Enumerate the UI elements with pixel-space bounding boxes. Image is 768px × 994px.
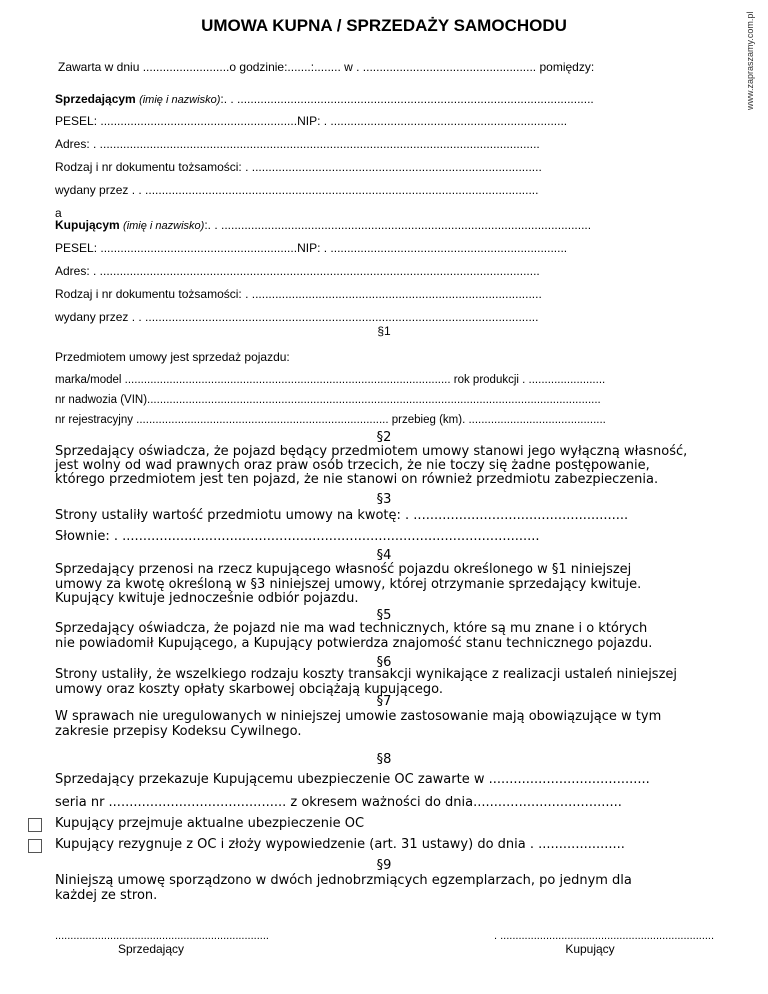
seller-address-line: Adres: . .................................................................................................................................... <box>55 137 540 151</box>
section-9-line: Niniejszą umowę sporządzono w dwóch jednobrzmiących egzemplarzach, po jednym dla <box>55 873 632 888</box>
section-5-heading: §5 <box>376 608 392 623</box>
section-9-text <box>55 873 632 903</box>
section-5-text <box>55 622 652 651</box>
section-5-line: nie powiadomił Kupującego, a Kupujący potwierdza znajomość stanu technicznego pojazdu. <box>55 635 653 651</box>
seller-doc-line: Rodzaj i nr dokumentu tożsamości: . ....................................................................................... <box>55 160 542 174</box>
section-6-line: umowy oraz koszty opłaty skarbowej obciążają kupującego. <box>55 681 443 697</box>
buyer-label: Kupującym <box>55 218 120 232</box>
resign-oc-label: Kupujący rezygnuje z OC i złoży wypowiedzenie (art. 31 ustawy) do dnia . ..................... <box>55 837 625 852</box>
buyer-name-line <box>55 218 591 232</box>
section-2-line: którego przedmiotem jest ten pojazd, że nie stanowi on również przedmiotu zabezpieczenia. <box>55 472 659 487</box>
takeover-oc-checkbox[interactable] <box>28 818 42 832</box>
seller-pesel-line: PESEL: ...........................................................NIP: . ....................................................................... <box>55 114 568 128</box>
section-2-line: jest wolny od wad prawnych oraz praw osób trzecich, że nie toczy się żadne postępowanie, <box>55 458 650 473</box>
amount-line: Strony ustaliły wartość przedmiotu umowy na kwotę: . .................................................... <box>55 508 629 523</box>
section-7-heading: §7 <box>376 694 392 709</box>
and-word: a <box>55 206 62 220</box>
section-4-text <box>55 563 641 607</box>
section-4-line: Sprzedający przenosi na rzecz kupującego własność pojazdu określonego w §1 niniejszej <box>55 562 632 577</box>
section-2-line: Sprzedający oświadcza, że pojazd będący przedmiotem umowy stanowi jego wyłączną własność, <box>55 444 688 459</box>
seller-name-dots: :. . ........................................................................................................... <box>220 92 594 106</box>
buyer-signature-dots: . ...................................................................... <box>494 930 715 942</box>
vehicle-make-line: marka/model ...................................................................................................... rok produkcji . ........................ <box>55 374 606 386</box>
section-5-line: Sprzedający oświadcza, że pojazd nie ma wad technicznych, które są mu znane i o których <box>55 621 648 636</box>
section-3-heading: §3 <box>376 492 392 507</box>
section-4-line: Kupujący kwituje jednocześnie odbiór pojazdu. <box>55 591 359 606</box>
buyer-signature-label: Kupujący <box>565 942 615 956</box>
buyer-hint: (imię i nazwisko) <box>123 220 205 232</box>
section-6-line: Strony ustaliły, że wszelkiego rodzaju koszty transakcji wynikające z realizacji ustaleń niniejszej <box>55 667 678 682</box>
section-1-heading: §1 <box>377 324 391 338</box>
seller-hint: (imię i nazwisko) <box>139 94 221 106</box>
amount-words-line: Słownie: . ..................................................................................................... <box>55 529 540 544</box>
section-9-line: każdej ze stron. <box>55 888 158 903</box>
insurance-line: Sprzedający przekazuje Kupującemu ubezpieczenie OC zawarte w ....................................... <box>55 772 650 787</box>
concluded-line: Zawarta w dniu ..........................o godzinie:.......:........ w . .................................................... pomiędzy: <box>58 60 595 74</box>
insurance-series-line: seria nr ........................................... z okresem ważności do dnia.................................... <box>55 795 622 810</box>
section-7-line: zakresie przepisy Kodeksu Cywilnego. <box>55 724 302 739</box>
section-2-text <box>55 445 687 487</box>
section-4-line: umowy za kwotę określoną w §3 niniejszej umowy, której otrzymanie sprzedający kwituje. <box>55 576 642 592</box>
buyer-pesel-line: PESEL: ...........................................................NIP: . ....................................................................... <box>55 241 568 255</box>
buyer-address-line: Adres: . .................................................................................................................................... <box>55 264 540 278</box>
seller-name-line <box>55 92 594 106</box>
seller-label: Sprzedającym <box>55 92 136 106</box>
section-2-heading: §2 <box>376 430 392 445</box>
resign-oc-checkbox[interactable] <box>28 839 42 853</box>
seller-issued-line: wydany przez . . ...................................................................................................................... <box>55 183 539 197</box>
section-6-text <box>55 668 677 697</box>
seller-signature-dots: ...................................................................... <box>55 930 269 942</box>
vehicle-vin-line: nr nadwozia (VIN).............................................................................................................................................. <box>55 394 601 406</box>
takeover-oc-label: Kupujący przejmuje aktualne ubezpieczenie OC <box>55 816 365 831</box>
section-7-line: W sprawach nie uregulowanych w niniejszej umowie zastosowanie mają obowiązujące w tym <box>55 709 662 724</box>
watermark-text: www.zapraszamy.com.pl <box>745 11 755 110</box>
buyer-doc-line: Rodzaj i nr dokumentu tożsamości: . ....................................................................................... <box>55 287 542 301</box>
section-1-intro: Przedmiotem umowy jest sprzedaż pojazdu: <box>55 350 290 364</box>
section-4-heading: §4 <box>376 548 392 563</box>
document-title: UMOWA KUPNA / SPRZEDAŻY SAMOCHODU <box>201 16 567 35</box>
buyer-name-dots: :. . ............................................................................................................... <box>204 218 592 232</box>
section-9-heading: §9 <box>376 858 392 873</box>
seller-signature-label: Sprzedający <box>117 942 185 956</box>
section-7-text <box>55 709 661 739</box>
buyer-issued-line: wydany przez . . ...................................................................................................................... <box>55 310 539 324</box>
vehicle-reg-line: nr rejestracyjny ............................................................................... przebieg (km). ........................................... <box>55 414 606 426</box>
section-8-heading: §8 <box>376 752 392 767</box>
section-6-heading: §6 <box>376 655 392 670</box>
